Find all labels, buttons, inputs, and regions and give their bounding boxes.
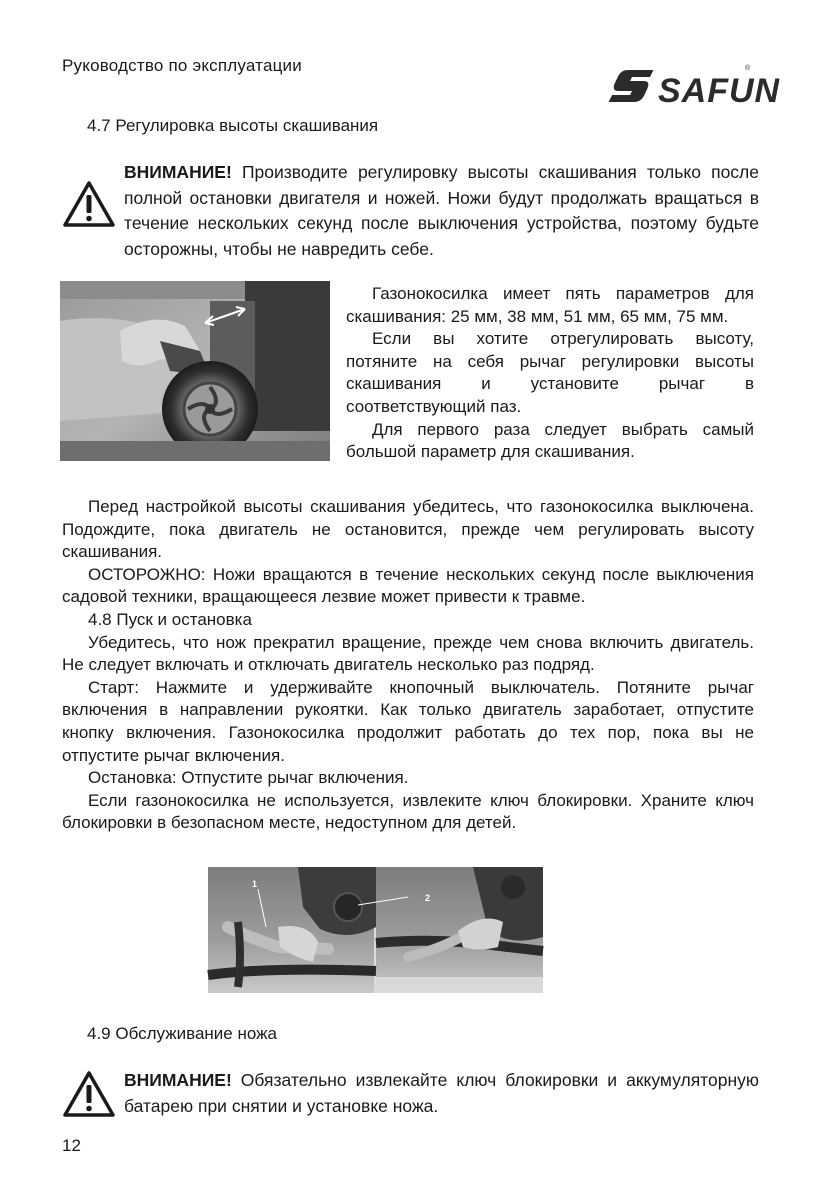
body-paragraph-2: ОСТОРОЖНО: Ножи вращаются в течение нескольких секунд после выключения садовой техники, вращающееся лезвие может привести к травме. bbox=[62, 564, 754, 607]
logo-text: SAFUN bbox=[658, 72, 781, 110]
height-paragraph-1: Газонокосилка имеет пять параметров для скашивания: 25 мм, 38 мм, 51 мм, 65 мм, 75 мм. bbox=[346, 284, 754, 326]
height-paragraph-2: Если вы хотите отрегулировать высоту, потяните на себя рычаг регулировки высоты скашивания и установите рычаг в соответствующий паз. bbox=[346, 329, 754, 416]
warning-2-label: ВНИМАНИЕ! bbox=[124, 1070, 232, 1090]
figure-label-2: 2 bbox=[425, 893, 431, 903]
warning-1-text bbox=[124, 160, 759, 262]
warning-2-body: Обязательно извлекайте ключ блокировки и аккумуляторную батарею при снятии и установке ножа. bbox=[124, 1070, 759, 1116]
section-4-7-title: 4.7 Регулировка высоты скашивания bbox=[87, 116, 379, 135]
figure-label-1: 1 bbox=[252, 879, 258, 889]
height-adjustment-photo bbox=[60, 281, 330, 461]
warning-1-label: ВНИМАНИЕ! bbox=[124, 162, 232, 182]
height-paragraph-3: Для первого раза следует выбрать самый большой параметр для скашивания. bbox=[346, 419, 754, 462]
warning-block-2 bbox=[62, 1068, 759, 1119]
body-paragraph-6: Если газонокосилка не используется, извлеките ключ блокировки. Храните ключ блокировки в безопасном месте, недоступном для детей. bbox=[62, 790, 754, 833]
body-paragraph-5: Остановка: Отпустите рычаг включения. bbox=[88, 768, 409, 788]
warning-triangle-icon bbox=[62, 180, 116, 228]
main-text-block bbox=[62, 496, 754, 835]
section-4-9-title: 4.9 Обслуживание ножа bbox=[87, 1024, 277, 1043]
document-header-title: Руководство по эксплуатации bbox=[62, 56, 302, 75]
body-paragraph-1: Перед настройкой высоты скашивания убедитесь, что газонокосилка выключена. Подождите, пока двигатель не остановится, прежде чем регулировать высоту скашивания. bbox=[62, 497, 754, 562]
height-text-column bbox=[346, 283, 754, 464]
section-4-8-title: 4.8 Пуск и остановка bbox=[88, 609, 252, 629]
warning-1-body: Производите регулировку высоты скашивания только после полной остановки двигателя и ножей. Ножи будут продолжать вращаться в течение нескольких секунд после выключения устройства, поэтому будьте осторожны, чтобы не навредить себе. bbox=[124, 162, 759, 259]
page-number: 12 bbox=[62, 1136, 81, 1155]
body-paragraph-3: Убедитесь, что нож прекратил вращение, прежде чем снова включить двигатель. Не следует включать и отключать двигатель несколько раз подряд. bbox=[62, 632, 754, 675]
start-lever-photo bbox=[208, 867, 543, 993]
warning-triangle-icon bbox=[62, 1070, 116, 1118]
warning-2-text bbox=[124, 1068, 759, 1119]
safun-logo bbox=[612, 58, 781, 110]
logo-registered-mark: ® bbox=[745, 65, 751, 72]
body-paragraph-4: Старт: Нажмите и удерживайте кнопочный выключатель. Потяните рычаг включения в направлении рукоятки. Как только двигатель заработает, отпустите кнопку включения. Газонокосилка продолжит работать до тех пор, пока вы не отпустите рычаг включения. bbox=[62, 677, 754, 765]
warning-block-1 bbox=[62, 160, 759, 262]
